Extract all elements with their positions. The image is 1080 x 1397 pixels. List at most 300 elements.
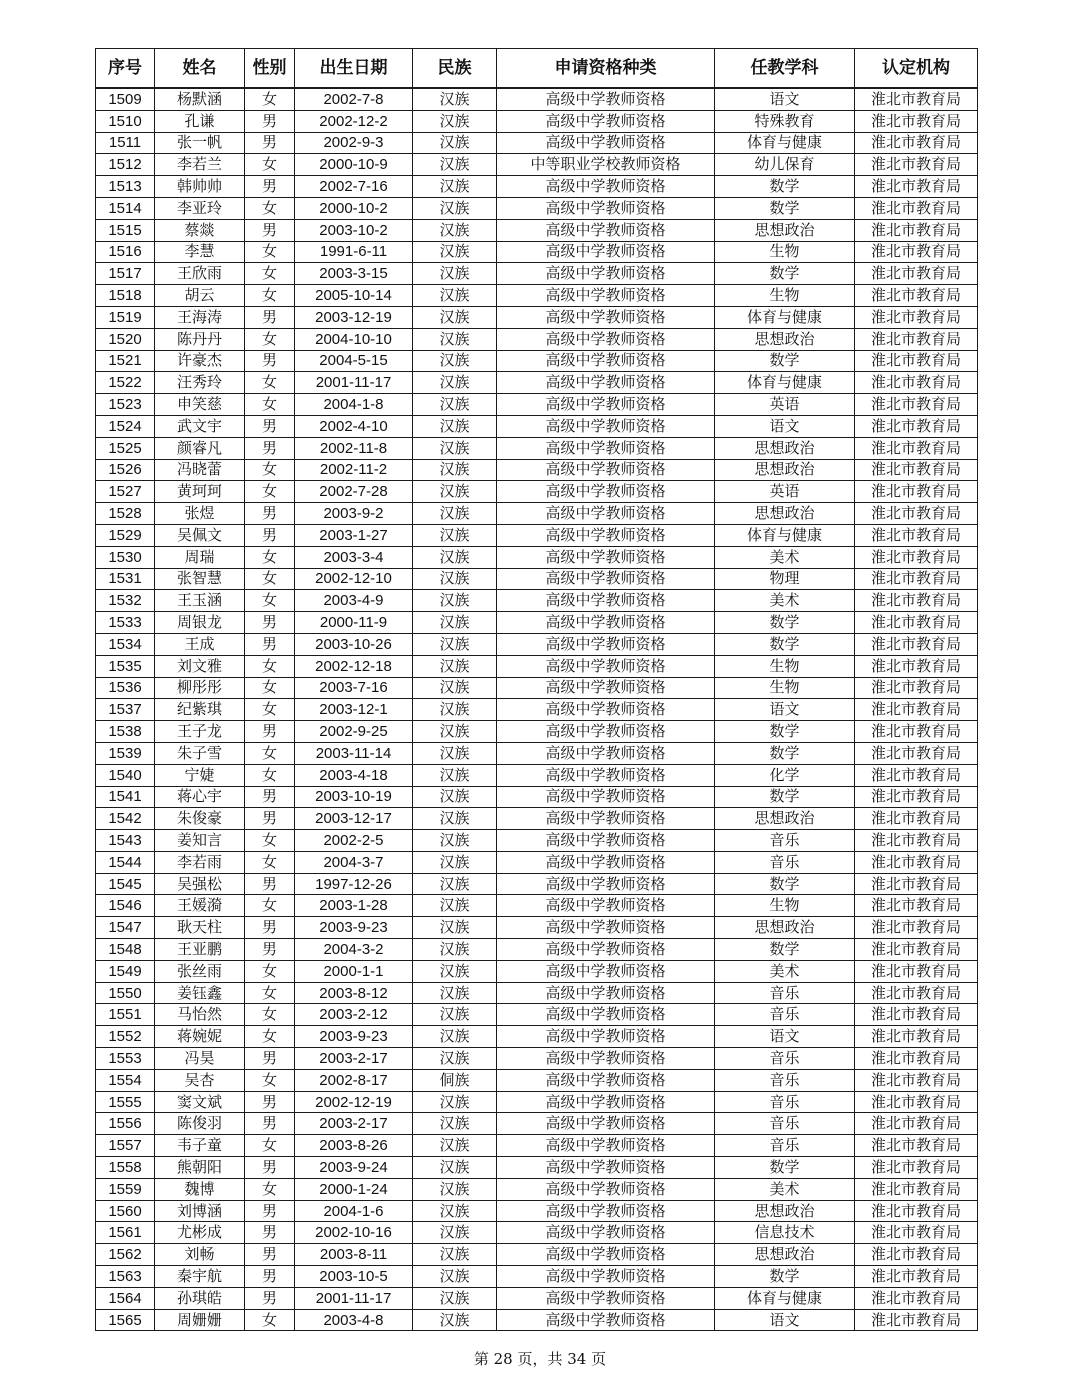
cell-ethnicity: 汉族 bbox=[413, 372, 497, 394]
table-row bbox=[96, 372, 978, 394]
cell-subject: 思想政治 bbox=[715, 328, 855, 350]
cell-authority: 淮北市教育局 bbox=[855, 982, 978, 1004]
cell-ethnicity: 汉族 bbox=[413, 655, 497, 677]
cell-gender: 女 bbox=[245, 895, 295, 917]
cell-name: 王玉涵 bbox=[155, 590, 245, 612]
cell-no: 1516 bbox=[96, 241, 155, 263]
cell-gender: 女 bbox=[245, 481, 295, 503]
cell-gender: 女 bbox=[245, 982, 295, 1004]
cell-no: 1561 bbox=[96, 1222, 155, 1244]
cell-gender: 男 bbox=[245, 1287, 295, 1309]
cell-ethnicity: 汉族 bbox=[413, 1004, 497, 1026]
cell-no: 1563 bbox=[96, 1266, 155, 1288]
cell-subject: 生物 bbox=[715, 677, 855, 699]
cell-qualification: 高级中学教师资格 bbox=[497, 394, 715, 416]
cell-gender: 男 bbox=[245, 1048, 295, 1070]
cell-authority: 淮北市教育局 bbox=[855, 437, 978, 459]
cell-qualification: 高级中学教师资格 bbox=[497, 459, 715, 481]
cell-birth: 1991-6-11 bbox=[295, 241, 413, 263]
cell-birth: 2003-2-17 bbox=[295, 1048, 413, 1070]
cell-name: 胡云 bbox=[155, 285, 245, 307]
cell-gender: 女 bbox=[245, 851, 295, 873]
cell-birth: 2002-11-2 bbox=[295, 459, 413, 481]
cell-subject: 数学 bbox=[715, 263, 855, 285]
cell-birth: 2001-11-17 bbox=[295, 1287, 413, 1309]
cell-authority: 淮北市教育局 bbox=[855, 132, 978, 154]
cell-subject: 语文 bbox=[715, 415, 855, 437]
cell-ethnicity: 汉族 bbox=[413, 1309, 497, 1331]
cell-gender: 男 bbox=[245, 721, 295, 743]
cell-subject: 体育与健康 bbox=[715, 524, 855, 546]
cell-no: 1552 bbox=[96, 1026, 155, 1048]
cell-ethnicity: 汉族 bbox=[413, 1178, 497, 1200]
table-row bbox=[96, 1309, 978, 1331]
cell-gender: 女 bbox=[245, 1004, 295, 1026]
cell-qualification: 高级中学教师资格 bbox=[497, 742, 715, 764]
cell-no: 1545 bbox=[96, 873, 155, 895]
cell-ethnicity: 汉族 bbox=[413, 197, 497, 219]
header-authority: 认定机构 bbox=[855, 49, 978, 89]
cell-authority: 淮北市教育局 bbox=[855, 939, 978, 961]
cell-authority: 淮北市教育局 bbox=[855, 176, 978, 198]
cell-authority: 淮北市教育局 bbox=[855, 1178, 978, 1200]
cell-gender: 男 bbox=[245, 176, 295, 198]
cell-qualification: 高级中学教师资格 bbox=[497, 306, 715, 328]
cell-ethnicity: 汉族 bbox=[413, 481, 497, 503]
cell-gender: 男 bbox=[245, 612, 295, 634]
cell-ethnicity: 汉族 bbox=[413, 285, 497, 307]
cell-name: 吴杏 bbox=[155, 1069, 245, 1091]
cell-no: 1532 bbox=[96, 590, 155, 612]
cell-birth: 2001-11-17 bbox=[295, 372, 413, 394]
cell-birth: 2002-9-25 bbox=[295, 721, 413, 743]
table-row bbox=[96, 110, 978, 132]
cell-name: 蔡燚 bbox=[155, 219, 245, 241]
cell-ethnicity: 汉族 bbox=[413, 1048, 497, 1070]
cell-no: 1524 bbox=[96, 415, 155, 437]
cell-gender: 男 bbox=[245, 437, 295, 459]
table-row bbox=[96, 895, 978, 917]
cell-gender: 女 bbox=[245, 1069, 295, 1091]
cell-no: 1518 bbox=[96, 285, 155, 307]
cell-ethnicity: 汉族 bbox=[413, 437, 497, 459]
cell-authority: 淮北市教育局 bbox=[855, 350, 978, 372]
cell-subject: 数学 bbox=[715, 612, 855, 634]
cell-no: 1525 bbox=[96, 437, 155, 459]
table-row bbox=[96, 503, 978, 525]
cell-no: 1558 bbox=[96, 1157, 155, 1179]
cell-no: 1546 bbox=[96, 895, 155, 917]
cell-birth: 2005-10-14 bbox=[295, 285, 413, 307]
header-gender: 性别 bbox=[245, 49, 295, 89]
cell-qualification: 高级中学教师资格 bbox=[497, 786, 715, 808]
cell-name: 杨默涵 bbox=[155, 88, 245, 110]
cell-name: 王媛漪 bbox=[155, 895, 245, 917]
cell-no: 1529 bbox=[96, 524, 155, 546]
cell-authority: 淮北市教育局 bbox=[855, 633, 978, 655]
header-no: 序号 bbox=[96, 49, 155, 89]
cell-authority: 淮北市教育局 bbox=[855, 1135, 978, 1157]
cell-authority: 淮北市教育局 bbox=[855, 1069, 978, 1091]
cell-birth: 2003-9-23 bbox=[295, 1026, 413, 1048]
cell-subject: 思想政治 bbox=[715, 503, 855, 525]
cell-authority: 淮北市教育局 bbox=[855, 154, 978, 176]
cell-gender: 女 bbox=[245, 590, 295, 612]
cell-qualification: 高级中学教师资格 bbox=[497, 285, 715, 307]
header-subject: 任教学科 bbox=[715, 49, 855, 89]
cell-authority: 淮北市教育局 bbox=[855, 481, 978, 503]
cell-no: 1535 bbox=[96, 655, 155, 677]
table-row bbox=[96, 219, 978, 241]
cell-subject: 数学 bbox=[715, 633, 855, 655]
cell-ethnicity: 汉族 bbox=[413, 328, 497, 350]
cell-qualification: 高级中学教师资格 bbox=[497, 328, 715, 350]
cell-gender: 女 bbox=[245, 394, 295, 416]
table-row bbox=[96, 1266, 978, 1288]
cell-birth: 2002-7-16 bbox=[295, 176, 413, 198]
cell-name: 王海涛 bbox=[155, 306, 245, 328]
cell-birth: 2002-12-10 bbox=[295, 568, 413, 590]
table-row bbox=[96, 830, 978, 852]
cell-birth: 2003-12-1 bbox=[295, 699, 413, 721]
table-row bbox=[96, 1244, 978, 1266]
cell-name: 颜睿凡 bbox=[155, 437, 245, 459]
cell-no: 1512 bbox=[96, 154, 155, 176]
cell-gender: 女 bbox=[245, 1178, 295, 1200]
cell-ethnicity: 汉族 bbox=[413, 219, 497, 241]
table-row bbox=[96, 917, 978, 939]
cell-authority: 淮北市教育局 bbox=[855, 1113, 978, 1135]
cell-gender: 女 bbox=[245, 546, 295, 568]
table-row bbox=[96, 350, 978, 372]
cell-subject: 音乐 bbox=[715, 982, 855, 1004]
cell-ethnicity: 汉族 bbox=[413, 459, 497, 481]
cell-birth: 2000-10-2 bbox=[295, 197, 413, 219]
table-row bbox=[96, 481, 978, 503]
cell-no: 1520 bbox=[96, 328, 155, 350]
cell-name: 张智慧 bbox=[155, 568, 245, 590]
cell-birth: 2003-9-2 bbox=[295, 503, 413, 525]
cell-qualification: 高级中学教师资格 bbox=[497, 1266, 715, 1288]
cell-ethnicity: 汉族 bbox=[413, 612, 497, 634]
cell-no: 1555 bbox=[96, 1091, 155, 1113]
cell-authority: 淮北市教育局 bbox=[855, 1287, 978, 1309]
cell-name: 李若兰 bbox=[155, 154, 245, 176]
cell-gender: 女 bbox=[245, 764, 295, 786]
cell-no: 1526 bbox=[96, 459, 155, 481]
cell-authority: 淮北市教育局 bbox=[855, 568, 978, 590]
cell-gender: 女 bbox=[245, 677, 295, 699]
cell-gender: 女 bbox=[245, 154, 295, 176]
table-row bbox=[96, 197, 978, 219]
cell-gender: 女 bbox=[245, 197, 295, 219]
cell-name: 陈俊羽 bbox=[155, 1113, 245, 1135]
cell-ethnicity: 汉族 bbox=[413, 1244, 497, 1266]
cell-ethnicity: 汉族 bbox=[413, 524, 497, 546]
table-row bbox=[96, 851, 978, 873]
cell-name: 孙琪皓 bbox=[155, 1287, 245, 1309]
cell-gender: 男 bbox=[245, 917, 295, 939]
cell-qualification: 高级中学教师资格 bbox=[497, 481, 715, 503]
table-row bbox=[96, 1287, 978, 1309]
cell-ethnicity: 汉族 bbox=[413, 503, 497, 525]
cell-authority: 淮北市教育局 bbox=[855, 960, 978, 982]
cell-subject: 体育与健康 bbox=[715, 306, 855, 328]
cell-qualification: 高级中学教师资格 bbox=[497, 1004, 715, 1026]
cell-authority: 淮北市教育局 bbox=[855, 459, 978, 481]
cell-subject: 音乐 bbox=[715, 1113, 855, 1135]
cell-subject: 音乐 bbox=[715, 1048, 855, 1070]
cell-subject: 语文 bbox=[715, 699, 855, 721]
table-body bbox=[96, 88, 978, 1331]
cell-subject: 数学 bbox=[715, 873, 855, 895]
cell-subject: 美术 bbox=[715, 960, 855, 982]
cell-name: 熊朝阳 bbox=[155, 1157, 245, 1179]
cell-authority: 淮北市教育局 bbox=[855, 655, 978, 677]
cell-qualification: 高级中学教师资格 bbox=[497, 568, 715, 590]
cell-subject: 音乐 bbox=[715, 1135, 855, 1157]
cell-birth: 2000-1-24 bbox=[295, 1178, 413, 1200]
cell-birth: 1997-12-26 bbox=[295, 873, 413, 895]
cell-authority: 淮北市教育局 bbox=[855, 742, 978, 764]
cell-birth: 2002-12-19 bbox=[295, 1091, 413, 1113]
cell-gender: 男 bbox=[245, 503, 295, 525]
cell-authority: 淮北市教育局 bbox=[855, 699, 978, 721]
cell-qualification: 高级中学教师资格 bbox=[497, 1135, 715, 1157]
cell-birth: 2003-1-27 bbox=[295, 524, 413, 546]
cell-gender: 男 bbox=[245, 1222, 295, 1244]
cell-subject: 英语 bbox=[715, 481, 855, 503]
cell-birth: 2003-8-26 bbox=[295, 1135, 413, 1157]
cell-ethnicity: 汉族 bbox=[413, 415, 497, 437]
cell-name: 刘文雅 bbox=[155, 655, 245, 677]
cell-authority: 淮北市教育局 bbox=[855, 1004, 978, 1026]
cell-birth: 2002-11-8 bbox=[295, 437, 413, 459]
cell-no: 1517 bbox=[96, 263, 155, 285]
cell-no: 1559 bbox=[96, 1178, 155, 1200]
cell-name: 申笑慈 bbox=[155, 394, 245, 416]
cell-authority: 淮北市教育局 bbox=[855, 612, 978, 634]
cell-qualification: 高级中学教师资格 bbox=[497, 677, 715, 699]
cell-name: 王亚鹏 bbox=[155, 939, 245, 961]
cell-birth: 2003-4-9 bbox=[295, 590, 413, 612]
cell-gender: 女 bbox=[245, 742, 295, 764]
cell-birth: 2004-3-2 bbox=[295, 939, 413, 961]
cell-subject: 生物 bbox=[715, 241, 855, 263]
cell-subject: 生物 bbox=[715, 285, 855, 307]
cell-no: 1560 bbox=[96, 1200, 155, 1222]
cell-no: 1534 bbox=[96, 633, 155, 655]
cell-gender: 男 bbox=[245, 306, 295, 328]
cell-no: 1510 bbox=[96, 110, 155, 132]
cell-subject: 数学 bbox=[715, 1266, 855, 1288]
table-row bbox=[96, 1222, 978, 1244]
cell-subject: 化学 bbox=[715, 764, 855, 786]
table-row bbox=[96, 873, 978, 895]
cell-authority: 淮北市教育局 bbox=[855, 786, 978, 808]
table-row bbox=[96, 939, 978, 961]
cell-qualification: 高级中学教师资格 bbox=[497, 1048, 715, 1070]
cell-no: 1547 bbox=[96, 917, 155, 939]
cell-no: 1511 bbox=[96, 132, 155, 154]
cell-authority: 淮北市教育局 bbox=[855, 830, 978, 852]
cell-gender: 男 bbox=[245, 1266, 295, 1288]
cell-gender: 女 bbox=[245, 960, 295, 982]
cell-subject: 生物 bbox=[715, 895, 855, 917]
header-row bbox=[96, 49, 978, 89]
cell-no: 1513 bbox=[96, 176, 155, 198]
table-row bbox=[96, 764, 978, 786]
cell-gender: 男 bbox=[245, 1157, 295, 1179]
qualification-table bbox=[95, 48, 978, 1331]
table-row bbox=[96, 328, 978, 350]
cell-no: 1523 bbox=[96, 394, 155, 416]
cell-ethnicity: 汉族 bbox=[413, 1266, 497, 1288]
cell-name: 周姗姗 bbox=[155, 1309, 245, 1331]
cell-name: 黄珂珂 bbox=[155, 481, 245, 503]
cell-gender: 女 bbox=[245, 241, 295, 263]
cell-qualification: 高级中学教师资格 bbox=[497, 851, 715, 873]
table-row bbox=[96, 655, 978, 677]
cell-gender: 女 bbox=[245, 699, 295, 721]
cell-subject: 思想政治 bbox=[715, 459, 855, 481]
cell-name: 王欣雨 bbox=[155, 263, 245, 285]
cell-authority: 淮北市教育局 bbox=[855, 263, 978, 285]
cell-ethnicity: 汉族 bbox=[413, 742, 497, 764]
cell-name: 孔谦 bbox=[155, 110, 245, 132]
cell-name: 耿天柱 bbox=[155, 917, 245, 939]
cell-no: 1537 bbox=[96, 699, 155, 721]
table-row bbox=[96, 1048, 978, 1070]
cell-authority: 淮北市教育局 bbox=[855, 197, 978, 219]
table-row bbox=[96, 1200, 978, 1222]
cell-birth: 2003-4-8 bbox=[295, 1309, 413, 1331]
cell-gender: 女 bbox=[245, 1309, 295, 1331]
cell-qualification: 高级中学教师资格 bbox=[497, 960, 715, 982]
cell-gender: 男 bbox=[245, 873, 295, 895]
cell-qualification: 高级中学教师资格 bbox=[497, 1113, 715, 1135]
table-row bbox=[96, 1091, 978, 1113]
cell-subject: 体育与健康 bbox=[715, 372, 855, 394]
cell-qualification: 高级中学教师资格 bbox=[497, 263, 715, 285]
cell-birth: 2004-3-7 bbox=[295, 851, 413, 873]
cell-birth: 2003-3-15 bbox=[295, 263, 413, 285]
cell-ethnicity: 汉族 bbox=[413, 590, 497, 612]
cell-no: 1551 bbox=[96, 1004, 155, 1026]
cell-ethnicity: 汉族 bbox=[413, 1135, 497, 1157]
cell-birth: 2000-10-9 bbox=[295, 154, 413, 176]
cell-name: 许豪杰 bbox=[155, 350, 245, 372]
cell-qualification: 高级中学教师资格 bbox=[497, 873, 715, 895]
cell-name: 朱俊豪 bbox=[155, 808, 245, 830]
table-row bbox=[96, 786, 978, 808]
cell-birth: 2004-5-15 bbox=[295, 350, 413, 372]
cell-qualification: 高级中学教师资格 bbox=[497, 503, 715, 525]
table-row bbox=[96, 677, 978, 699]
cell-no: 1530 bbox=[96, 546, 155, 568]
cell-name: 吴佩文 bbox=[155, 524, 245, 546]
cell-name: 王子龙 bbox=[155, 721, 245, 743]
cell-authority: 淮北市教育局 bbox=[855, 1309, 978, 1331]
cell-name: 马怡然 bbox=[155, 1004, 245, 1026]
table-row bbox=[96, 546, 978, 568]
cell-no: 1527 bbox=[96, 481, 155, 503]
table-row bbox=[96, 960, 978, 982]
cell-birth: 2003-8-12 bbox=[295, 982, 413, 1004]
cell-no: 1548 bbox=[96, 939, 155, 961]
table-row bbox=[96, 721, 978, 743]
cell-name: 尤彬成 bbox=[155, 1222, 245, 1244]
cell-qualification: 高级中学教师资格 bbox=[497, 895, 715, 917]
table-row bbox=[96, 1135, 978, 1157]
cell-no: 1557 bbox=[96, 1135, 155, 1157]
table-row bbox=[96, 1069, 978, 1091]
cell-authority: 淮北市教育局 bbox=[855, 1026, 978, 1048]
cell-name: 秦宇航 bbox=[155, 1266, 245, 1288]
cell-authority: 淮北市教育局 bbox=[855, 546, 978, 568]
cell-authority: 淮北市教育局 bbox=[855, 917, 978, 939]
cell-birth: 2003-3-4 bbox=[295, 546, 413, 568]
cell-authority: 淮北市教育局 bbox=[855, 721, 978, 743]
cell-ethnicity: 汉族 bbox=[413, 939, 497, 961]
cell-qualification: 高级中学教师资格 bbox=[497, 1222, 715, 1244]
cell-ethnicity: 汉族 bbox=[413, 1157, 497, 1179]
cell-name: 刘畅 bbox=[155, 1244, 245, 1266]
cell-gender: 男 bbox=[245, 219, 295, 241]
cell-name: 柳彤彤 bbox=[155, 677, 245, 699]
cell-authority: 淮北市教育局 bbox=[855, 1244, 978, 1266]
table-row bbox=[96, 590, 978, 612]
cell-no: 1514 bbox=[96, 197, 155, 219]
cell-birth: 2004-10-10 bbox=[295, 328, 413, 350]
cell-name: 武文宇 bbox=[155, 415, 245, 437]
cell-authority: 淮北市教育局 bbox=[855, 851, 978, 873]
cell-name: 蒋婉妮 bbox=[155, 1026, 245, 1048]
cell-qualification: 高级中学教师资格 bbox=[497, 917, 715, 939]
cell-gender: 女 bbox=[245, 830, 295, 852]
cell-subject: 体育与健康 bbox=[715, 1287, 855, 1309]
cell-no: 1531 bbox=[96, 568, 155, 590]
cell-qualification: 高级中学教师资格 bbox=[497, 176, 715, 198]
cell-no: 1509 bbox=[96, 88, 155, 110]
cell-no: 1554 bbox=[96, 1069, 155, 1091]
header-name: 姓名 bbox=[155, 49, 245, 89]
cell-birth: 2003-8-11 bbox=[295, 1244, 413, 1266]
cell-authority: 淮北市教育局 bbox=[855, 1266, 978, 1288]
cell-gender: 男 bbox=[245, 1113, 295, 1135]
table-header bbox=[96, 49, 978, 89]
cell-qualification: 高级中学教师资格 bbox=[497, 415, 715, 437]
cell-ethnicity: 汉族 bbox=[413, 982, 497, 1004]
table-row bbox=[96, 241, 978, 263]
cell-subject: 语文 bbox=[715, 1026, 855, 1048]
cell-ethnicity: 汉族 bbox=[413, 633, 497, 655]
cell-name: 陈丹丹 bbox=[155, 328, 245, 350]
table-row bbox=[96, 306, 978, 328]
cell-ethnicity: 汉族 bbox=[413, 917, 497, 939]
cell-gender: 男 bbox=[245, 939, 295, 961]
cell-ethnicity: 汉族 bbox=[413, 132, 497, 154]
cell-subject: 数学 bbox=[715, 176, 855, 198]
cell-authority: 淮北市教育局 bbox=[855, 219, 978, 241]
cell-subject: 数学 bbox=[715, 197, 855, 219]
table-row bbox=[96, 154, 978, 176]
cell-birth: 2003-9-24 bbox=[295, 1157, 413, 1179]
cell-authority: 淮北市教育局 bbox=[855, 677, 978, 699]
cell-birth: 2003-10-2 bbox=[295, 219, 413, 241]
cell-name: 朱子雪 bbox=[155, 742, 245, 764]
cell-name: 周银龙 bbox=[155, 612, 245, 634]
